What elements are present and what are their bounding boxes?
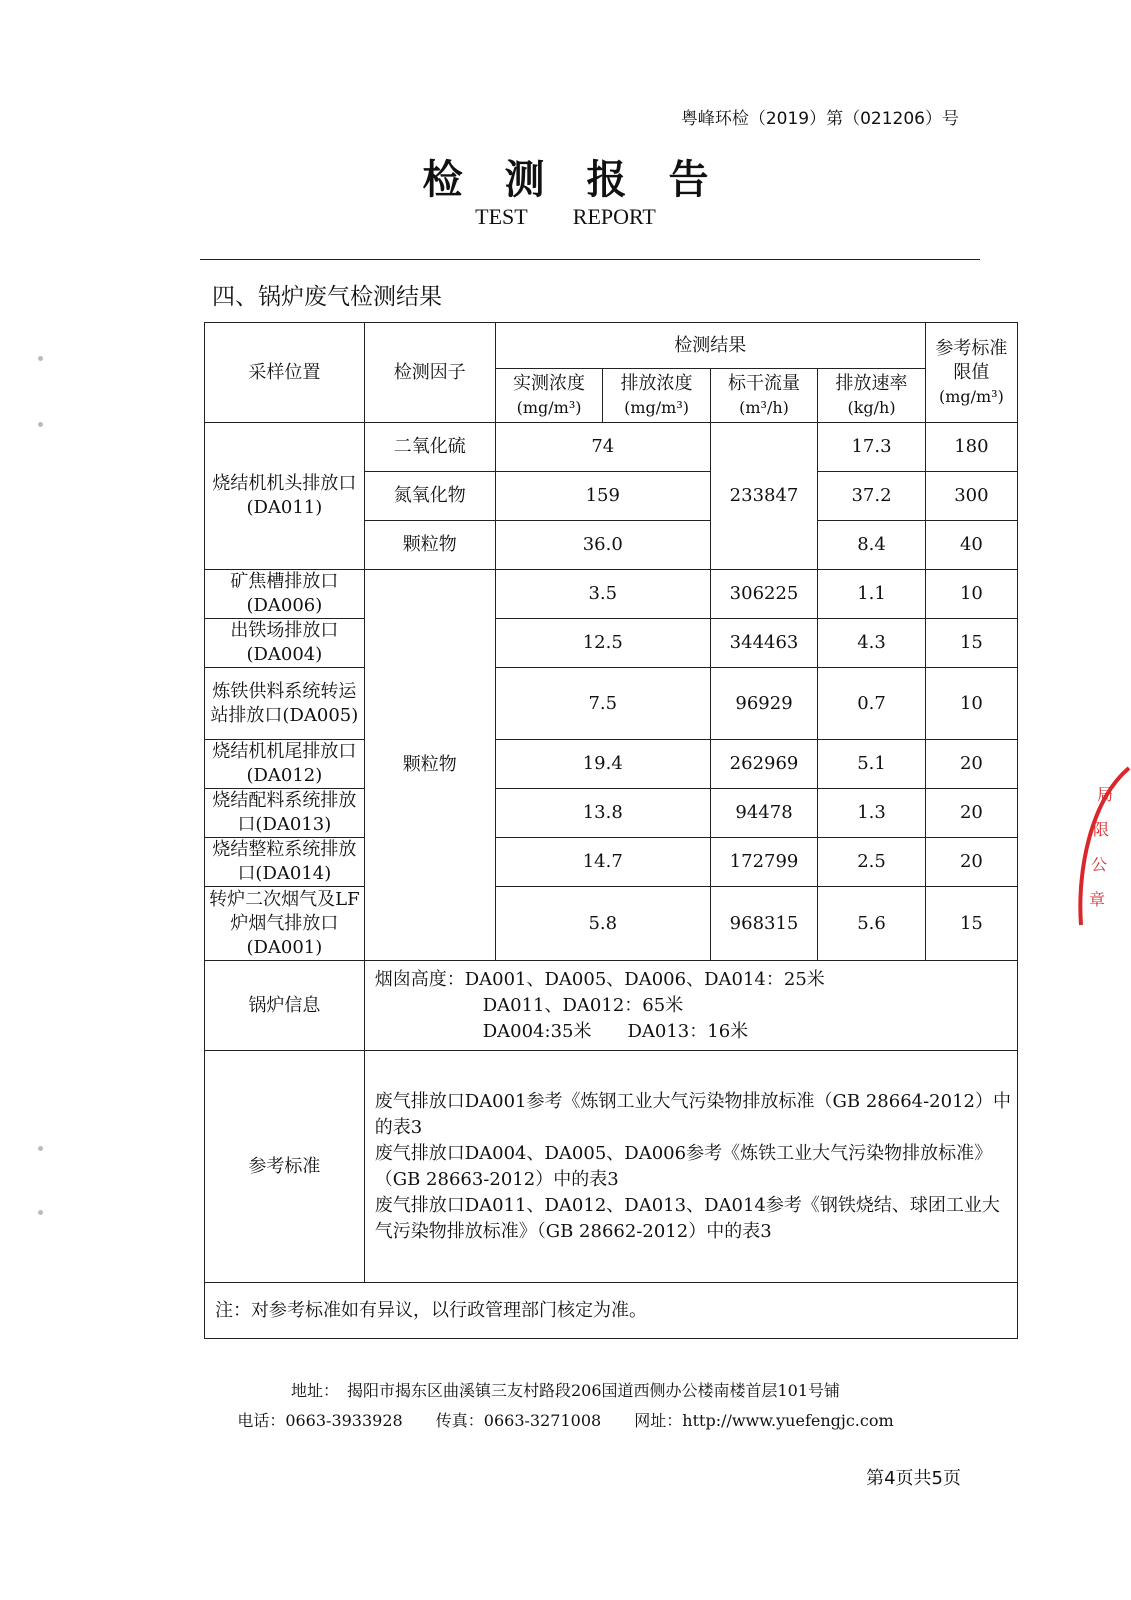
header-factor: 检测因子	[364, 323, 495, 423]
limit-cell: 20	[925, 838, 1017, 887]
rate-cell: 17.3	[818, 423, 926, 472]
concentration-cell: 12.5	[495, 619, 710, 668]
location-cell: 炼铁供料系统转运站排放口(DA005)	[205, 668, 365, 740]
factor-cell: 颗粒物	[364, 521, 495, 570]
reference-row	[205, 1051, 1018, 1283]
flow-cell: 306225	[710, 570, 818, 619]
report-title-cn: 检测报告	[422, 156, 751, 203]
location-cell: 转炉二次烟气及LF炉烟气排放口(DA001)	[205, 887, 365, 961]
subheader-flow-label: 标干流量	[728, 372, 801, 394]
limit-cell: 10	[925, 570, 1017, 619]
header-standard-unit: (mg/m³)	[938, 386, 1004, 406]
concentration-cell: 14.7	[495, 838, 710, 887]
subheader-emission	[603, 369, 711, 423]
table-row	[205, 740, 1018, 789]
scan-dot	[38, 1146, 43, 1151]
factor-cell: 二氧化硫	[364, 423, 495, 472]
limit-cell: 180	[925, 423, 1017, 472]
limit-cell: 40	[925, 521, 1017, 570]
header-standard-label: 参考标准限值	[935, 337, 1008, 383]
page-number: 第4页共5页	[866, 1468, 961, 1489]
results-table	[204, 322, 1018, 1339]
flow-cell: 94478	[710, 789, 818, 838]
reference-line: 废气排放口DA004、DA005、DA006参考《炼铁工业大气污染物排放标准》（GB 28663-2012）中的表3	[374, 1142, 993, 1190]
limit-cell: 20	[925, 789, 1017, 838]
reference-line: 废气排放口DA001参考《炼钢工业大气污染物排放标准（GB 28664-2012）中的表3	[374, 1090, 1011, 1138]
header-results: 检测结果	[495, 323, 925, 369]
reference-label: 参考标准	[205, 1051, 365, 1283]
subheader-rate-label: 排放速率	[835, 372, 908, 394]
table-row	[205, 668, 1018, 740]
table-row	[205, 423, 1018, 472]
rate-cell: 0.7	[818, 668, 926, 740]
rate-cell: 5.6	[818, 887, 926, 961]
footer-phone: 电话：0663-3933928	[237, 1411, 403, 1430]
limit-cell: 20	[925, 740, 1017, 789]
limit-cell: 10	[925, 668, 1017, 740]
svg-text:限: 限	[1093, 820, 1110, 839]
flow-cell: 262969	[710, 740, 818, 789]
table-header-row	[205, 323, 1018, 369]
flow-cell: 344463	[710, 619, 818, 668]
table-row	[205, 887, 1018, 961]
svg-text:章: 章	[1089, 890, 1106, 909]
reference-content	[364, 1051, 1017, 1283]
scan-dot	[38, 1210, 43, 1215]
scan-dot	[38, 356, 43, 361]
concentration-cell: 13.8	[495, 789, 710, 838]
rate-cell: 5.1	[818, 740, 926, 789]
concentration-cell: 5.8	[495, 887, 710, 961]
factor-cell: 氮氧化物	[364, 472, 495, 521]
location-cell: 出铁场排放口(DA004)	[205, 619, 365, 668]
concentration-cell: 3.5	[495, 570, 710, 619]
location-cell: 烧结整粒系统排放口(DA014)	[205, 838, 365, 887]
rate-cell: 8.4	[818, 521, 926, 570]
subheader-rate	[818, 369, 926, 423]
rate-cell: 2.5	[818, 838, 926, 887]
section-title: 四、锅炉废气检测结果	[212, 284, 442, 310]
table-row	[205, 789, 1018, 838]
note-text: 注：对参考标准如有异议，以行政管理部门核定为准。	[205, 1283, 1018, 1339]
subheader-measured	[495, 369, 603, 423]
subheader-flow	[710, 369, 818, 423]
svg-text:公: 公	[1091, 855, 1108, 874]
note-row	[205, 1283, 1018, 1339]
concentration-cell: 36.0	[495, 521, 710, 570]
flow-cell: 968315	[710, 887, 818, 961]
location-cell: 烧结机机尾排放口(DA012)	[205, 740, 365, 789]
footer-contact	[0, 1408, 1131, 1431]
flow-cell: 233847	[710, 423, 818, 570]
concentration-cell: 74	[495, 423, 710, 472]
reference-line: 废气排放口DA011、DA012、DA013、DA014参考《钢铁烧结、球团工业大气污染物排放标准》（GB 28662-2012）中的表3	[374, 1194, 1000, 1242]
report-title-en: TEST REPORT	[475, 204, 656, 229]
subheader-rate-unit: (kg/h)	[847, 397, 896, 417]
concentration-cell: 7.5	[495, 668, 710, 740]
concentration-cell: 159	[495, 472, 710, 521]
subheader-emission-unit: (mg/m³)	[624, 397, 689, 417]
concentration-cell: 19.4	[495, 740, 710, 789]
flow-cell: 172799	[710, 838, 818, 887]
seal-stamp-icon	[1071, 760, 1131, 930]
location-cell: 烧结配料系统排放口(DA013)	[205, 789, 365, 838]
report-number: 粤峰环检（2019）第（021206）号	[680, 109, 959, 129]
location-cell: 烧结机机头排放口(DA011)	[205, 423, 365, 570]
location-cell: 矿焦槽排放口(DA006)	[205, 570, 365, 619]
rate-cell: 1.3	[818, 789, 926, 838]
boiler-info-row	[205, 961, 1018, 1051]
footer-address: 地址： 揭阳市揭东区曲溪镇三友村路段206国道西侧办公楼南楼首层101号铺	[290, 1381, 841, 1400]
footer-fax: 传真：0663-3271008	[435, 1411, 602, 1430]
rate-cell: 37.2	[818, 472, 926, 521]
subheader-flow-unit: (m³/h)	[739, 397, 789, 417]
header-location: 采样位置	[205, 323, 365, 423]
header-standard	[925, 323, 1017, 423]
boiler-info-content	[364, 961, 1017, 1051]
subheader-measured-label: 实测浓度	[513, 372, 586, 394]
subheader-measured-unit: (mg/m³)	[516, 397, 582, 417]
boiler-info-line: 烟囱高度：DA001、DA005、DA006、DA014：25米	[374, 968, 825, 990]
table-row	[205, 838, 1018, 887]
subheader-emission-label: 排放浓度	[620, 372, 693, 394]
limit-cell: 15	[925, 619, 1017, 668]
footer-website: 网址：http://www.yuefengjc.com	[634, 1411, 894, 1430]
boiler-info-label: 锅炉信息	[205, 961, 365, 1051]
rate-cell: 1.1	[818, 570, 926, 619]
boiler-info-line: DA004:35米 DA013：16米	[482, 1020, 749, 1042]
rate-cell: 4.3	[818, 619, 926, 668]
table-row	[205, 570, 1018, 619]
factor-cell: 颗粒物	[364, 570, 495, 961]
table-row	[205, 619, 1018, 668]
svg-text:局: 局	[1097, 785, 1114, 804]
flow-cell: 96929	[710, 668, 818, 740]
scan-dot	[38, 422, 43, 427]
boiler-info-line: DA011、DA012：65米	[482, 994, 684, 1016]
title-divider	[200, 259, 980, 260]
limit-cell: 300	[925, 472, 1017, 521]
limit-cell: 15	[925, 887, 1017, 961]
